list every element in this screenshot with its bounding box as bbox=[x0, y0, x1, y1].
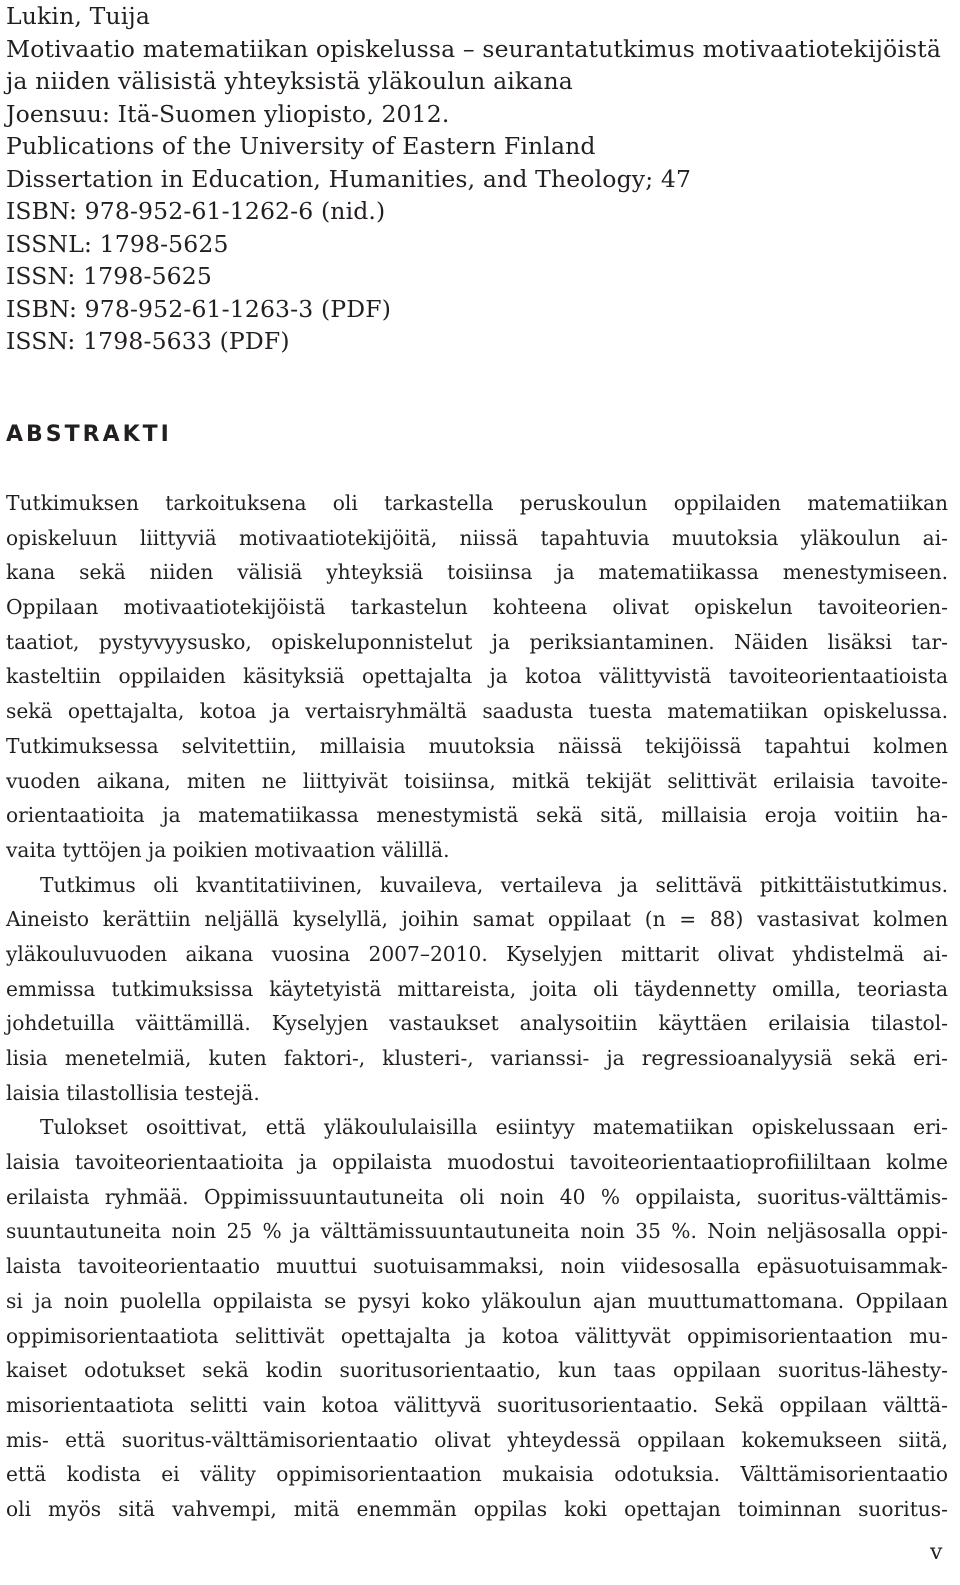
text-line: Tutkimuksessa selvitettiin, millaisia muutoksia näissä tekijöissä tapahtui kolmen bbox=[6, 733, 948, 758]
text-line: oppimisorientaatiota selittivät opettajalta ja kotoa välittyvät oppimisorientaation mu- bbox=[6, 1323, 948, 1348]
text-line: laista tavoiteorientaatio muuttui suotuisammaksi, noin viidesosalla epäsuotuisammak- bbox=[6, 1254, 948, 1279]
text-line: Oppilaan motivaatiotekijöistä tarkastelun kohteena olivat opiskelun tavoiteorien- bbox=[6, 595, 948, 620]
title-line-2: ja niiden välisistä yhteyksistä yläkoulun aikana bbox=[6, 67, 573, 95]
abstract-paragraph-1 bbox=[6, 486, 948, 868]
text-line: kasteltiin oppilaiden käsityksiä opettajalta ja kotoa välittyvistä tavoiteorientaatioista bbox=[6, 664, 948, 689]
isbn-pdf: ISBN: 978-952-61-1263-3 (PDF) bbox=[6, 294, 392, 323]
text-line: johdetuilla väittämillä. Kyselyjen vastaukset analysoitiin käyttäen erilaisia tilastol- bbox=[6, 1011, 948, 1036]
bibliographic-info bbox=[6, 0, 948, 358]
series: Publications of the University of Eastern Finland bbox=[6, 132, 596, 160]
text-line: että kodista ei välity oppimisorientaation mukaisia odotuksia. Välttämisorientaatio bbox=[6, 1462, 948, 1487]
text-line: vuoden aikana, miten ne liittyivät toisiinsa, mitkä tekijät selittivät erilaisia tavoite- bbox=[6, 768, 948, 793]
text-line: si ja noin puolella oppilaista se pysyi koko yläkoulun ajan muuttumattomana. Oppilaan bbox=[6, 1288, 948, 1313]
text-line: emmissa tutkimuksissa käytetyistä mittareista, joita oli täydennetty omilla, teoriasta bbox=[6, 976, 948, 1001]
issn-pdf: ISSN: 1798-5633 (PDF) bbox=[6, 327, 290, 355]
page-number: v bbox=[930, 1540, 943, 1565]
text-line: lisia menetelmiä, kuten faktori-, klusteri-, varianssi- ja regressioanalyysiä sekä eri- bbox=[6, 1046, 948, 1070]
text-line: oli myös sitä vahvempi, mitä enemmän oppilas koki opettajan toiminnan suoritus- bbox=[6, 1496, 948, 1521]
abstract-body bbox=[6, 486, 948, 1527]
text-line: sekä opettajalta, kotoa ja vertaisryhmältä saadusta tuesta matematiikan opiskelussa. bbox=[6, 699, 948, 724]
text-line: Aineisto kerättiin neljällä kyselyllä, joihin samat oppilaat (n = 88) vastasivat kolmen bbox=[6, 907, 948, 932]
text-line: taatiot, pystyvyysusko, opiskeluponnistelut ja periksiantaminen. Näiden lisäksi tar- bbox=[6, 629, 948, 654]
issnl: ISSNL: 1798-5625 bbox=[6, 229, 229, 258]
publisher: Joensuu: Itä-Suomen yliopisto, 2012. bbox=[6, 99, 450, 128]
text-line: erilaista ryhmää. Oppimissuuntautuneita oli noin 40 % oppilaista, suoritus-välttämis- bbox=[6, 1184, 948, 1209]
text-line: suuntautuneita noin 25 % ja välttämissuuntautuneita noin 35 %. Noin neljäsosalla oppi- bbox=[6, 1219, 948, 1244]
text-line: vaita tyttöjen ja poikien motivaation välillä. bbox=[6, 837, 450, 862]
text-line: Tulokset osoittivat, että yläkoululaisilla esiintyy matematiikan opiskelussaan eri- bbox=[40, 1115, 948, 1140]
document-page bbox=[6, 0, 948, 1521]
text-line: yläkouluvuoden aikana vuosina 2007–2010. Kyselyjen mittarit olivat yhdistelmä ai- bbox=[6, 941, 948, 966]
abstract-heading: ABSTRAKTI bbox=[6, 422, 172, 447]
text-line: opiskeluun liittyviä motivaatiotekijöitä, niissä tapahtuvia muutoksia yläkoulun ai- bbox=[6, 525, 948, 550]
series-number: Dissertation in Education, Humanities, and Theology; 47 bbox=[6, 164, 692, 193]
text-line: mis- että suoritus-välttämisorientaatio olivat yhteydessä oppilaan kokemukseen siitä, bbox=[6, 1427, 948, 1452]
title-line-1: Motivaatio matematiikan opiskelussa – seurantatutkimus motivaatiotekijöistä bbox=[6, 34, 941, 63]
text-line: kaiset odotukset sekä kodin suoritusorientaatio, kun taas oppilaan suoritus-lähesty- bbox=[6, 1358, 948, 1383]
text-line: Tutkimuksen tarkoituksena oli tarkastella peruskoulun oppilaiden matematiikan bbox=[6, 491, 948, 515]
text-line: kana sekä niiden välisiä yhteyksiä toisiinsa ja matematiikassa menestymiseen. bbox=[6, 560, 948, 585]
text-line: laisia tilastollisia testejä. bbox=[6, 1080, 260, 1105]
text-line: Tutkimus oli kvantitatiivinen, kuvaileva, vertaileva ja selittävä pitkittäistutkimus. bbox=[40, 872, 948, 897]
abstract-paragraph-2 bbox=[6, 868, 948, 1111]
author: Lukin, Tuija bbox=[6, 2, 150, 30]
text-line: orientaatioita ja matematiikassa menestymistä sekä sitä, millaisia eroja voitiin ha- bbox=[6, 803, 948, 828]
issn-print: ISSN: 1798-5625 bbox=[6, 262, 212, 290]
text-line: misorientaatiota selitti vain kotoa välittyvä suoritusorientaatio. Sekä oppilaan välttä- bbox=[6, 1392, 948, 1417]
text-line: laisia tavoiteorientaatioita ja oppilaista muodostui tavoiteorientaatioprofiililtaan kolme bbox=[6, 1150, 948, 1175]
isbn-print: ISBN: 978-952-61-1262-6 (nid.) bbox=[6, 197, 386, 225]
abstract-paragraph-3 bbox=[6, 1110, 948, 1526]
